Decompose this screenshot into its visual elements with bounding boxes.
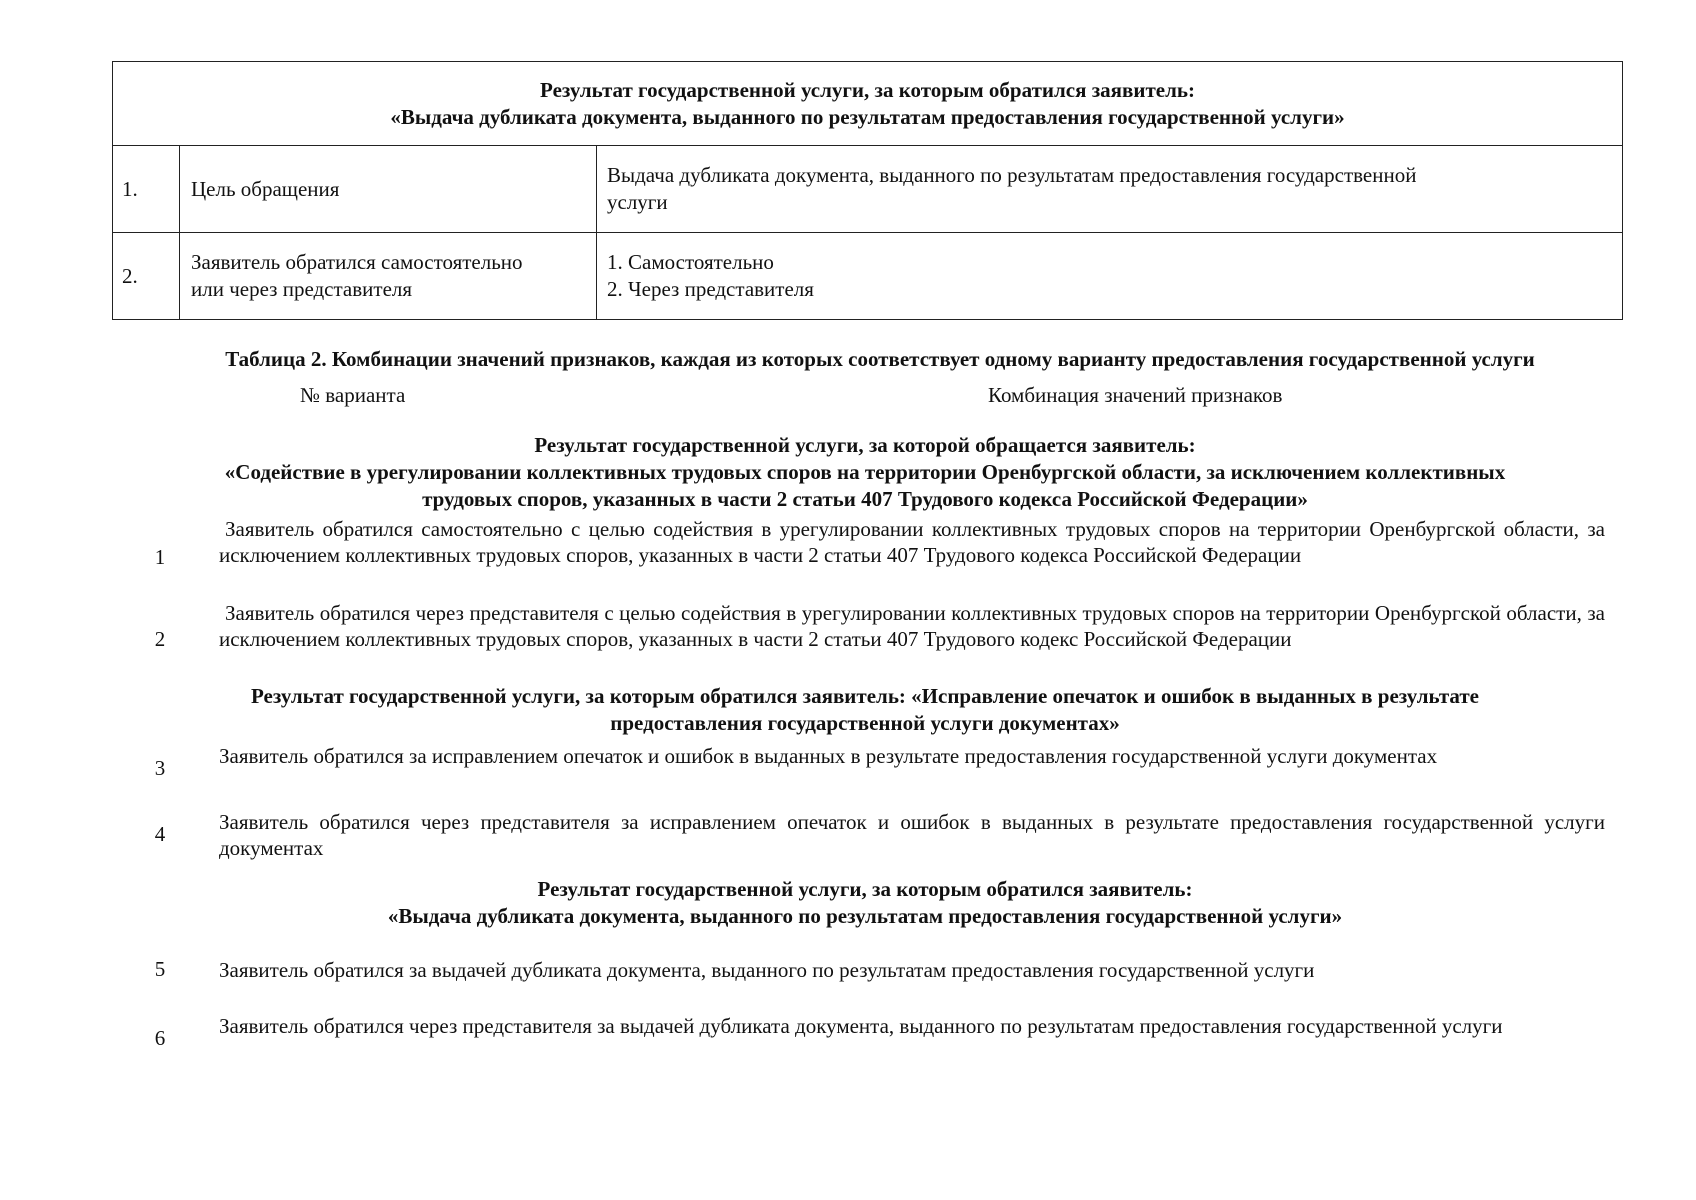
- result-table-header: [113, 62, 1623, 146]
- variant-text: Заявитель обратился за исправлением опечаток и ошибок в выданных в результате предоставления государственной услуги документах: [219, 744, 1438, 768]
- variant-number: 3: [154, 756, 166, 780]
- column-header-combination: Комбинация значений признаков: [988, 383, 1283, 407]
- variant-text: Заявитель обратился за выдачей дубликата документа, выданного по результатам предоставления государственной услуги: [219, 958, 1315, 982]
- row-value-line: Выдача дубликата документа, выданного по результатам предоставления государственной: [607, 163, 1417, 187]
- row-value-line: услуги: [607, 190, 668, 214]
- variant-text: Заявитель обратился через представителя с целью содействия в урегулировании коллективных трудовых споров на территории Оренбургской области, за исключением коллективных трудовых споров, указанных в части 2 статьи 407 Трудового кодекс Российской Федерации: [219, 601, 1605, 651]
- result-table: [112, 61, 1623, 320]
- variant-text: Заявитель обратился через представителя за исправлением опечаток и ошибок в выданных в результате предоставления государственной услуги документах: [219, 810, 1605, 860]
- header-line-1: Результат государственной услуги, за которым обратился заявитель:: [540, 77, 1195, 102]
- row-label-line: Заявитель обратился самостоятельно: [191, 250, 523, 274]
- table-row: [113, 146, 1623, 233]
- variant-number: 5: [154, 957, 166, 981]
- variant-number: 1: [154, 545, 166, 569]
- variant-number: 4: [154, 822, 166, 846]
- section-heading: [120, 683, 1610, 737]
- row-label: Цель обращения: [180, 146, 597, 233]
- row-value-line: 2. Через представителя: [607, 277, 814, 301]
- variant-number: 2: [154, 627, 166, 651]
- row-label-line: или через представителя: [191, 277, 413, 301]
- table-row: [113, 233, 1623, 320]
- row-number: 1.: [113, 146, 180, 233]
- row-number: 2.: [113, 233, 180, 320]
- row-value: [597, 233, 1623, 320]
- section-heading: [120, 432, 1610, 513]
- section-heading-line: «Содействие в урегулировании коллективных трудовых споров на территории Оренбургской области, за исключением коллективных: [224, 460, 1506, 484]
- row-value-line: 1. Самостоятельно: [607, 250, 774, 274]
- section-heading: [120, 876, 1610, 930]
- section-heading-line: Результат государственной услуги, за которым обратился заявитель: «Исправление опечаток и ошибок в выданных в результате: [251, 684, 1479, 708]
- section-heading-line: трудовых споров, указанных в части 2 статьи 407 Трудового кодекса Российской Федерации»: [422, 487, 1308, 511]
- section-heading-line: Результат государственной услуги, за которым обратился заявитель:: [537, 877, 1193, 901]
- row-value: [597, 146, 1623, 233]
- section-heading-line: «Выдача дубликата документа, выданного по результатам предоставления государственной услуги»: [387, 904, 1343, 928]
- header-line-2: «Выдача дубликата документа, выданного по результатам предоставления государственной услуги»: [390, 104, 1345, 129]
- table-2-title: Таблица 2. Комбинации значений признаков, каждая из которых соответствует одному варианту предоставления государственной услуги: [225, 347, 1535, 371]
- variant-text: Заявитель обратился самостоятельно с целью содействия в урегулировании коллективных трудовых споров на территории Оренбургской области, за исключением коллективных трудовых споров, указанных в части 2 статьи 407 Трудового кодекса Российской Федерации: [219, 517, 1605, 567]
- section-heading-line: предоставления государственной услуги документах»: [610, 711, 1120, 735]
- section-heading-line: Результат государственной услуги, за которой обращается заявитель:: [534, 433, 1196, 457]
- row-label: [180, 233, 597, 320]
- variant-text: Заявитель обратился через представителя за выдачей дубликата документа, выданного по результатам предоставления государственной услуги: [219, 1014, 1503, 1038]
- variant-number: 6: [154, 1026, 166, 1050]
- column-header-variant: № варианта: [300, 383, 406, 407]
